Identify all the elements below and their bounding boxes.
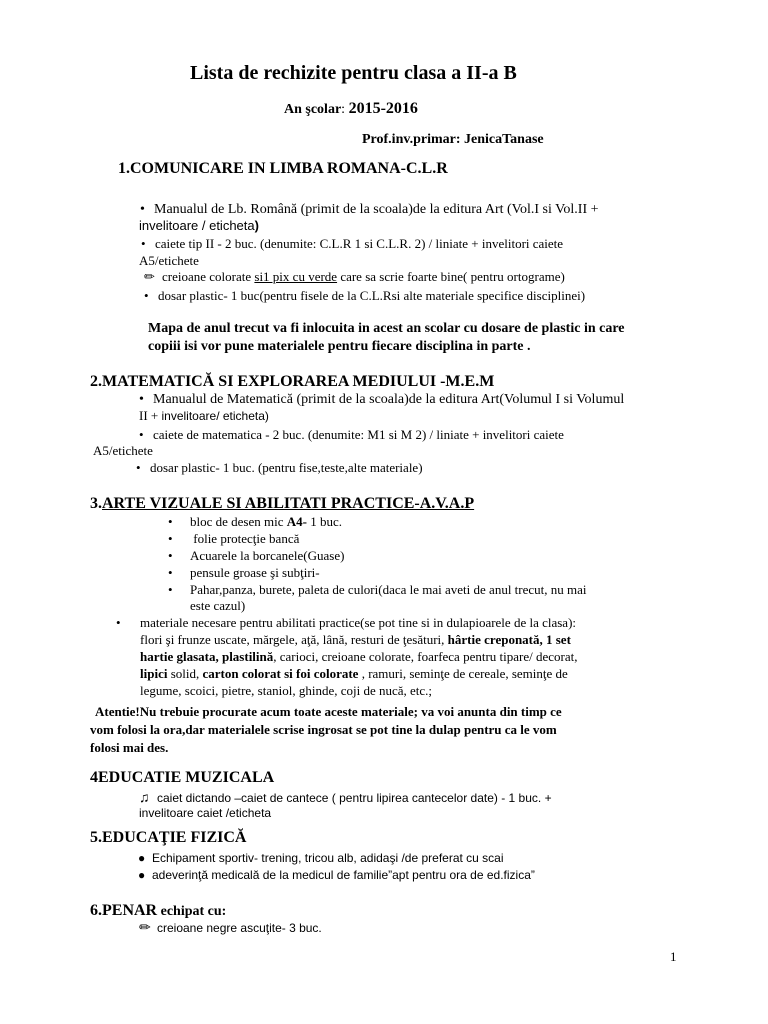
bullet-icon: • bbox=[139, 392, 144, 407]
section-6-subtitle: echipat cu: bbox=[157, 904, 227, 919]
s2-item-1-text-2: II + bbox=[139, 408, 162, 423]
s3-item-1-text: bloc de desen mic bbox=[190, 514, 287, 529]
s3-item-1 bbox=[168, 514, 342, 530]
pencil-icon: ✏ bbox=[144, 269, 155, 284]
s3-item-2 bbox=[168, 531, 299, 547]
page-title: Lista de rechizite pentru clasa a II-a B bbox=[190, 62, 517, 84]
s4-item-1-line2: invelitoare caiet /eticheta bbox=[139, 806, 272, 820]
s3-materials-text-5: , ramuri, seminţe de cereale, seminţe de bbox=[358, 666, 568, 681]
s1-item-2-text: caiete tip II - 2 buc. (denumite: C.L.R 1 si C.L.R. 2) / liniate + invelitori caiete bbox=[155, 236, 564, 251]
s1-item-4-text: dosar plastic- 1 buc(pentru fisele de la C.L.Rsi alte materiale specifice disciplinei) bbox=[158, 288, 586, 303]
s3-item-5-line2: este cazul) bbox=[190, 598, 246, 613]
bullet-icon: • bbox=[168, 565, 173, 580]
s3-item-1-text-2: 1 buc. bbox=[306, 514, 342, 529]
bullet-icon: • bbox=[139, 427, 144, 442]
s3-warning-line2: vom folosi la ora,dar materialele scrise ingrosat se pot tine la dulap pentru ca le vom bbox=[90, 722, 557, 737]
s3-materials-text-1: materiale necesare pentru abilitati practice(se pot tine si in dulapioarele de la clasa): bbox=[140, 615, 577, 630]
bullet-icon: • bbox=[144, 288, 149, 303]
s3-warning-line3: folosi mai des. bbox=[90, 740, 169, 755]
s2-item-3-text: dosar plastic- 1 buc. (pentru fise,teste,alte materiale) bbox=[150, 460, 423, 475]
s3-item-1-bold: A4- bbox=[286, 514, 307, 529]
section-1-heading: 1.COMUNICARE IN LIMBA ROMANA-C.L.R bbox=[118, 160, 448, 177]
s3-materials-bold-3: lipici bbox=[140, 666, 168, 681]
pencil-icon: ✏ bbox=[139, 919, 151, 935]
s3-item-4-text: pensule groase şi subţiri- bbox=[190, 565, 320, 580]
s1-item-4 bbox=[144, 288, 585, 304]
section-6-title: 6.PENAR bbox=[90, 902, 158, 919]
school-year-label: An şcolar bbox=[284, 102, 342, 117]
s2-item-3 bbox=[136, 460, 423, 476]
teacher-name: Prof.inv.primar: JenicaTanase bbox=[362, 132, 544, 147]
s3-item-3 bbox=[168, 548, 344, 564]
s1-item-3-text-2: care sa scrie foarte bine( pentru ortograme) bbox=[337, 269, 565, 284]
bullet-icon: • bbox=[136, 460, 141, 475]
s2-item-1-line1 bbox=[139, 391, 624, 408]
section-3-title: ARTE VIZUALE SI ABILITATI PRACTICE-A.V.A.P bbox=[102, 495, 475, 512]
s3-materials-text-3: , carioci, creioane colorate, foarfeca pentru tipare/ decorat, bbox=[273, 649, 578, 664]
s3-warning-line1: Atentie!Nu trebuie procurate acum toate aceste materiale; va voi anunta din timp ce bbox=[95, 704, 562, 719]
black-circle-icon: ● bbox=[138, 868, 146, 882]
s2-item-1-line2 bbox=[139, 408, 269, 424]
s5-item-2-text: adeverinţă medicală de la medicul de familie”apt pentru ora de ed.fizica” bbox=[152, 868, 535, 882]
s3-item-5-line1 bbox=[168, 582, 587, 598]
page-number: 1 bbox=[670, 949, 677, 964]
s6-item-1-text: creioane negre ascuţite- 3 buc. bbox=[157, 921, 322, 935]
s3-materials-line3 bbox=[140, 649, 578, 665]
s5-item-1-text: Echipament sportiv- trening, tricou alb, adidaşi /de preferat cu scai bbox=[152, 851, 504, 865]
s1-item-2-line1 bbox=[141, 236, 563, 252]
s3-materials-text-2: flori şi frunze uscate, mărgele, aţă, lână, resturi de ţesături, bbox=[140, 632, 448, 647]
bullet-icon: • bbox=[168, 531, 173, 546]
s3-item-5-text: Pahar,panza, burete, paleta de culori(daca le mai aveti de anul trecut, nu mai bbox=[190, 582, 587, 597]
s4-item-1-text: caiet dictando –caiet de cantece ( pentru lipirea cantecelor date) - 1 buc. + bbox=[157, 791, 552, 805]
school-year bbox=[284, 99, 418, 120]
bullet-icon: • bbox=[168, 582, 173, 597]
s1-item-3-text: creioane colorate bbox=[162, 269, 255, 284]
s4-item-1-line1 bbox=[139, 790, 552, 806]
s1-item-1-line1 bbox=[140, 201, 599, 218]
s1-notice-line1: Mapa de anul trecut va fi inlocuita in acest an scolar cu dosare de plastic in care bbox=[148, 321, 625, 336]
s1-item-3-underlined: si1 pix cu verde bbox=[254, 269, 338, 284]
bullet-icon: • bbox=[168, 548, 173, 563]
s3-item-4 bbox=[168, 565, 320, 581]
s3-materials-bold-4: carton colorat si foi colorate bbox=[202, 666, 359, 681]
s1-item-1-text: Manualul de Lb. Română (primit de la scoala)de la editura Art (Vol.I si Vol.II + bbox=[154, 202, 599, 217]
s3-item-2-text: folie protecţie bancă bbox=[190, 531, 300, 546]
section-5-heading: 5.EDUCAŢIE FIZICĂ bbox=[90, 829, 247, 846]
s1-item-3 bbox=[144, 269, 565, 285]
school-year-value: 2015-2016 bbox=[348, 100, 418, 117]
s1-item-1-text-2: invelitoare / eticheta bbox=[139, 218, 255, 233]
s2-item-2-line2: A5/etichete bbox=[93, 443, 153, 458]
s3-materials-bold-2: hartie glasata, plastilină bbox=[140, 649, 274, 664]
s3-materials-bold-1: hârtie creponată, 1 set bbox=[447, 632, 571, 647]
s1-notice-line2: copiii isi vor pune materialele pentru fiecare disciplina in parte . bbox=[148, 339, 531, 354]
s3-item-3-text: Acuarele la borcanele(Guase) bbox=[190, 548, 345, 563]
s6-item-1 bbox=[139, 920, 322, 936]
s2-item-2-text: caiete de matematica - 2 buc. (denumite: M1 si M 2) / liniate + invelitori caiete bbox=[153, 427, 564, 442]
s3-materials-line4 bbox=[140, 666, 568, 682]
s1-item-2-line2: A5/etichete bbox=[139, 253, 199, 268]
s1-item-1-text-3: ) bbox=[254, 218, 259, 233]
s2-item-1-text: Manualul de Matematică (primit de la scoala)de la editura Art(Volumul I si Volumul bbox=[153, 392, 625, 407]
s3-materials-line5: legume, scoici, pietre, staniol, ghinde, coji de nucă, etc.; bbox=[140, 683, 433, 698]
school-year-colon: : bbox=[341, 102, 349, 117]
s3-materials-text-4: solid, bbox=[167, 666, 203, 681]
section-4-heading: 4EDUCATIE MUZICALA bbox=[90, 769, 275, 786]
bullet-icon: • bbox=[168, 514, 173, 529]
s5-item-1 bbox=[138, 851, 504, 866]
s2-item-2-line1 bbox=[139, 427, 564, 443]
black-circle-icon: ● bbox=[138, 851, 146, 865]
s2-item-1-text-3: invelitoare/ eticheta) bbox=[161, 409, 269, 423]
bullet-icon: • bbox=[141, 236, 146, 251]
section-3-number: 3. bbox=[90, 495, 102, 512]
section-2-heading: 2.MATEMATICĂ SI EXPLORAREA MEDIULUI -M.E.M bbox=[90, 373, 495, 390]
s1-item-1-line2 bbox=[139, 218, 259, 234]
section-3-heading bbox=[90, 494, 474, 514]
s3-materials-line1 bbox=[116, 615, 576, 631]
bullet-icon: • bbox=[116, 615, 121, 630]
bullet-icon: • bbox=[140, 202, 145, 217]
section-6-heading bbox=[90, 901, 226, 922]
music-note-icon: ♫ bbox=[139, 789, 150, 805]
s3-materials-line2 bbox=[140, 632, 571, 648]
s5-item-2 bbox=[138, 868, 535, 883]
